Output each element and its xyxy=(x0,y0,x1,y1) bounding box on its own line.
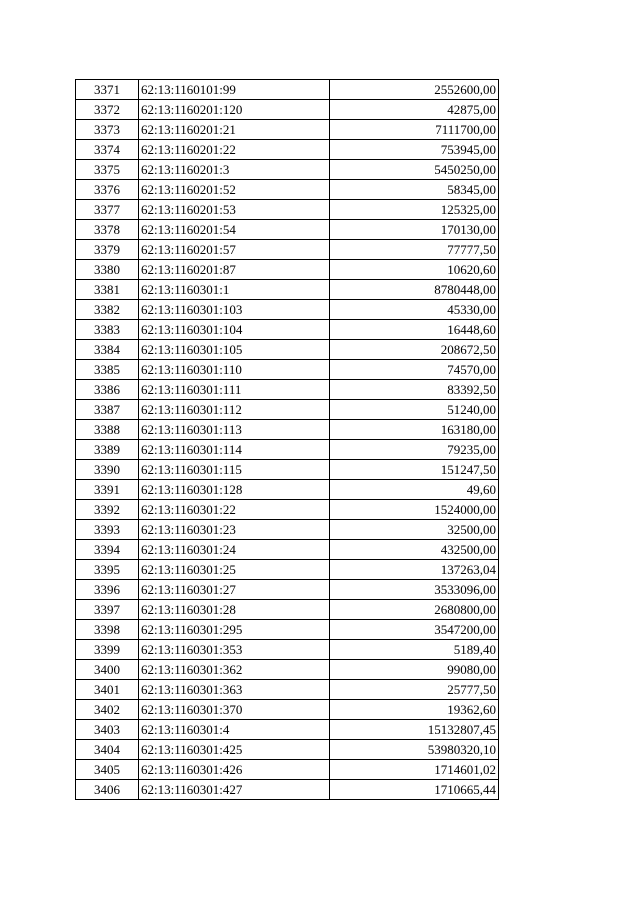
row-number-cell: 3386 xyxy=(76,380,139,400)
row-number-cell: 3394 xyxy=(76,540,139,560)
table-row xyxy=(76,180,499,200)
table-row xyxy=(76,700,499,720)
table-row xyxy=(76,360,499,380)
row-number-cell: 3387 xyxy=(76,400,139,420)
table-row xyxy=(76,140,499,160)
cadastral-value-cell: 151247,50 xyxy=(330,460,499,480)
table-row xyxy=(76,340,499,360)
row-number-cell: 3388 xyxy=(76,420,139,440)
row-number-cell: 3384 xyxy=(76,340,139,360)
cadastral-number-cell: 62:13:1160301:105 xyxy=(139,340,330,360)
cadastral-value-cell: 208672,50 xyxy=(330,340,499,360)
row-number-cell: 3397 xyxy=(76,600,139,620)
row-number-cell: 3392 xyxy=(76,500,139,520)
cadastral-number-cell: 62:13:1160301:23 xyxy=(139,520,330,540)
cadastral-value-cell: 8780448,00 xyxy=(330,280,499,300)
row-number-cell: 3395 xyxy=(76,560,139,580)
row-number-cell: 3389 xyxy=(76,440,139,460)
table-row xyxy=(76,720,499,740)
cadastral-number-cell: 62:13:1160301:112 xyxy=(139,400,330,420)
cadastral-number-cell: 62:13:1160301:426 xyxy=(139,760,330,780)
table-row xyxy=(76,220,499,240)
cadastral-value-cell: 32500,00 xyxy=(330,520,499,540)
table-row xyxy=(76,420,499,440)
cadastral-number-cell: 62:13:1160301:27 xyxy=(139,580,330,600)
row-number-cell: 3399 xyxy=(76,640,139,660)
table-row xyxy=(76,600,499,620)
table-row xyxy=(76,320,499,340)
row-number-cell: 3375 xyxy=(76,160,139,180)
row-number-cell: 3393 xyxy=(76,520,139,540)
cadastral-number-cell: 62:13:1160201:53 xyxy=(139,200,330,220)
cadastral-value-cell: 3547200,00 xyxy=(330,620,499,640)
cadastral-value-table xyxy=(75,79,499,800)
table-row xyxy=(76,520,499,540)
table-row xyxy=(76,380,499,400)
cadastral-value-cell: 79235,00 xyxy=(330,440,499,460)
cadastral-number-cell: 62:13:1160301:427 xyxy=(139,780,330,800)
table-row xyxy=(76,120,499,140)
row-number-cell: 3405 xyxy=(76,760,139,780)
cadastral-number-cell: 62:13:1160301:25 xyxy=(139,560,330,580)
cadastral-number-cell: 62:13:1160101:99 xyxy=(139,80,330,100)
cadastral-value-cell: 137263,04 xyxy=(330,560,499,580)
row-number-cell: 3372 xyxy=(76,100,139,120)
row-number-cell: 3382 xyxy=(76,300,139,320)
cadastral-number-cell: 62:13:1160301:1 xyxy=(139,280,330,300)
cadastral-value-cell: 15132807,45 xyxy=(330,720,499,740)
table-body xyxy=(76,80,499,800)
cadastral-value-cell: 1714601,02 xyxy=(330,760,499,780)
row-number-cell: 3371 xyxy=(76,80,139,100)
table-row xyxy=(76,620,499,640)
cadastral-value-cell: 74570,00 xyxy=(330,360,499,380)
cadastral-number-cell: 62:13:1160301:128 xyxy=(139,480,330,500)
cadastral-number-cell: 62:13:1160201:52 xyxy=(139,180,330,200)
cadastral-number-cell: 62:13:1160201:22 xyxy=(139,140,330,160)
cadastral-value-cell: 753945,00 xyxy=(330,140,499,160)
row-number-cell: 3396 xyxy=(76,580,139,600)
row-number-cell: 3381 xyxy=(76,280,139,300)
cadastral-value-cell: 58345,00 xyxy=(330,180,499,200)
row-number-cell: 3401 xyxy=(76,680,139,700)
cadastral-number-cell: 62:13:1160201:120 xyxy=(139,100,330,120)
document-page xyxy=(75,79,499,800)
cadastral-number-cell: 62:13:1160301:115 xyxy=(139,460,330,480)
cadastral-number-cell: 62:13:1160201:21 xyxy=(139,120,330,140)
cadastral-value-cell: 2552600,00 xyxy=(330,80,499,100)
table-row xyxy=(76,280,499,300)
table-row xyxy=(76,80,499,100)
row-number-cell: 3376 xyxy=(76,180,139,200)
cadastral-number-cell: 62:13:1160301:110 xyxy=(139,360,330,380)
cadastral-number-cell: 62:13:1160301:353 xyxy=(139,640,330,660)
cadastral-number-cell: 62:13:1160301:114 xyxy=(139,440,330,460)
cadastral-value-cell: 25777,50 xyxy=(330,680,499,700)
row-number-cell: 3377 xyxy=(76,200,139,220)
table-row xyxy=(76,100,499,120)
table-row xyxy=(76,680,499,700)
row-number-cell: 3400 xyxy=(76,660,139,680)
cadastral-number-cell: 62:13:1160301:4 xyxy=(139,720,330,740)
cadastral-number-cell: 62:13:1160301:425 xyxy=(139,740,330,760)
table-row xyxy=(76,660,499,680)
row-number-cell: 3402 xyxy=(76,700,139,720)
table-row xyxy=(76,740,499,760)
table-row xyxy=(76,560,499,580)
row-number-cell: 3403 xyxy=(76,720,139,740)
cadastral-number-cell: 62:13:1160301:113 xyxy=(139,420,330,440)
cadastral-number-cell: 62:13:1160201:54 xyxy=(139,220,330,240)
cadastral-value-cell: 53980320,10 xyxy=(330,740,499,760)
row-number-cell: 3379 xyxy=(76,240,139,260)
cadastral-value-cell: 51240,00 xyxy=(330,400,499,420)
cadastral-number-cell: 62:13:1160201:3 xyxy=(139,160,330,180)
cadastral-value-cell: 83392,50 xyxy=(330,380,499,400)
row-number-cell: 3380 xyxy=(76,260,139,280)
cadastral-value-cell: 49,60 xyxy=(330,480,499,500)
table-row xyxy=(76,300,499,320)
cadastral-value-cell: 170130,00 xyxy=(330,220,499,240)
row-number-cell: 3391 xyxy=(76,480,139,500)
cadastral-value-cell: 42875,00 xyxy=(330,100,499,120)
cadastral-number-cell: 62:13:1160301:24 xyxy=(139,540,330,560)
cadastral-number-cell: 62:13:1160301:363 xyxy=(139,680,330,700)
cadastral-value-cell: 7111700,00 xyxy=(330,120,499,140)
row-number-cell: 3385 xyxy=(76,360,139,380)
table-row xyxy=(76,780,499,800)
cadastral-value-cell: 16448,60 xyxy=(330,320,499,340)
row-number-cell: 3398 xyxy=(76,620,139,640)
table-row xyxy=(76,480,499,500)
cadastral-number-cell: 62:13:1160301:362 xyxy=(139,660,330,680)
row-number-cell: 3383 xyxy=(76,320,139,340)
cadastral-value-cell: 5450250,00 xyxy=(330,160,499,180)
cadastral-value-cell: 5189,40 xyxy=(330,640,499,660)
table-row xyxy=(76,400,499,420)
table-row xyxy=(76,500,499,520)
cadastral-number-cell: 62:13:1160301:370 xyxy=(139,700,330,720)
table-row xyxy=(76,200,499,220)
cadastral-value-cell: 1524000,00 xyxy=(330,500,499,520)
cadastral-value-cell: 163180,00 xyxy=(330,420,499,440)
table-row xyxy=(76,460,499,480)
cadastral-number-cell: 62:13:1160201:87 xyxy=(139,260,330,280)
table-row xyxy=(76,160,499,180)
cadastral-value-cell: 45330,00 xyxy=(330,300,499,320)
cadastral-value-cell: 77777,50 xyxy=(330,240,499,260)
row-number-cell: 3374 xyxy=(76,140,139,160)
row-number-cell: 3390 xyxy=(76,460,139,480)
cadastral-number-cell: 62:13:1160301:28 xyxy=(139,600,330,620)
cadastral-value-cell: 432500,00 xyxy=(330,540,499,560)
cadastral-value-cell: 10620,60 xyxy=(330,260,499,280)
table-row xyxy=(76,580,499,600)
row-number-cell: 3378 xyxy=(76,220,139,240)
row-number-cell: 3406 xyxy=(76,780,139,800)
table-row xyxy=(76,240,499,260)
table-row xyxy=(76,760,499,780)
cadastral-number-cell: 62:13:1160301:22 xyxy=(139,500,330,520)
cadastral-number-cell: 62:13:1160301:295 xyxy=(139,620,330,640)
cadastral-number-cell: 62:13:1160301:111 xyxy=(139,380,330,400)
table-row xyxy=(76,260,499,280)
cadastral-number-cell: 62:13:1160301:103 xyxy=(139,300,330,320)
cadastral-number-cell: 62:13:1160301:104 xyxy=(139,320,330,340)
cadastral-value-cell: 2680800,00 xyxy=(330,600,499,620)
row-number-cell: 3373 xyxy=(76,120,139,140)
cadastral-value-cell: 1710665,44 xyxy=(330,780,499,800)
cadastral-value-cell: 125325,00 xyxy=(330,200,499,220)
cadastral-value-cell: 3533096,00 xyxy=(330,580,499,600)
cadastral-value-cell: 99080,00 xyxy=(330,660,499,680)
cadastral-number-cell: 62:13:1160201:57 xyxy=(139,240,330,260)
cadastral-value-cell: 19362,60 xyxy=(330,700,499,720)
table-row xyxy=(76,440,499,460)
table-row xyxy=(76,540,499,560)
table-row xyxy=(76,640,499,660)
row-number-cell: 3404 xyxy=(76,740,139,760)
